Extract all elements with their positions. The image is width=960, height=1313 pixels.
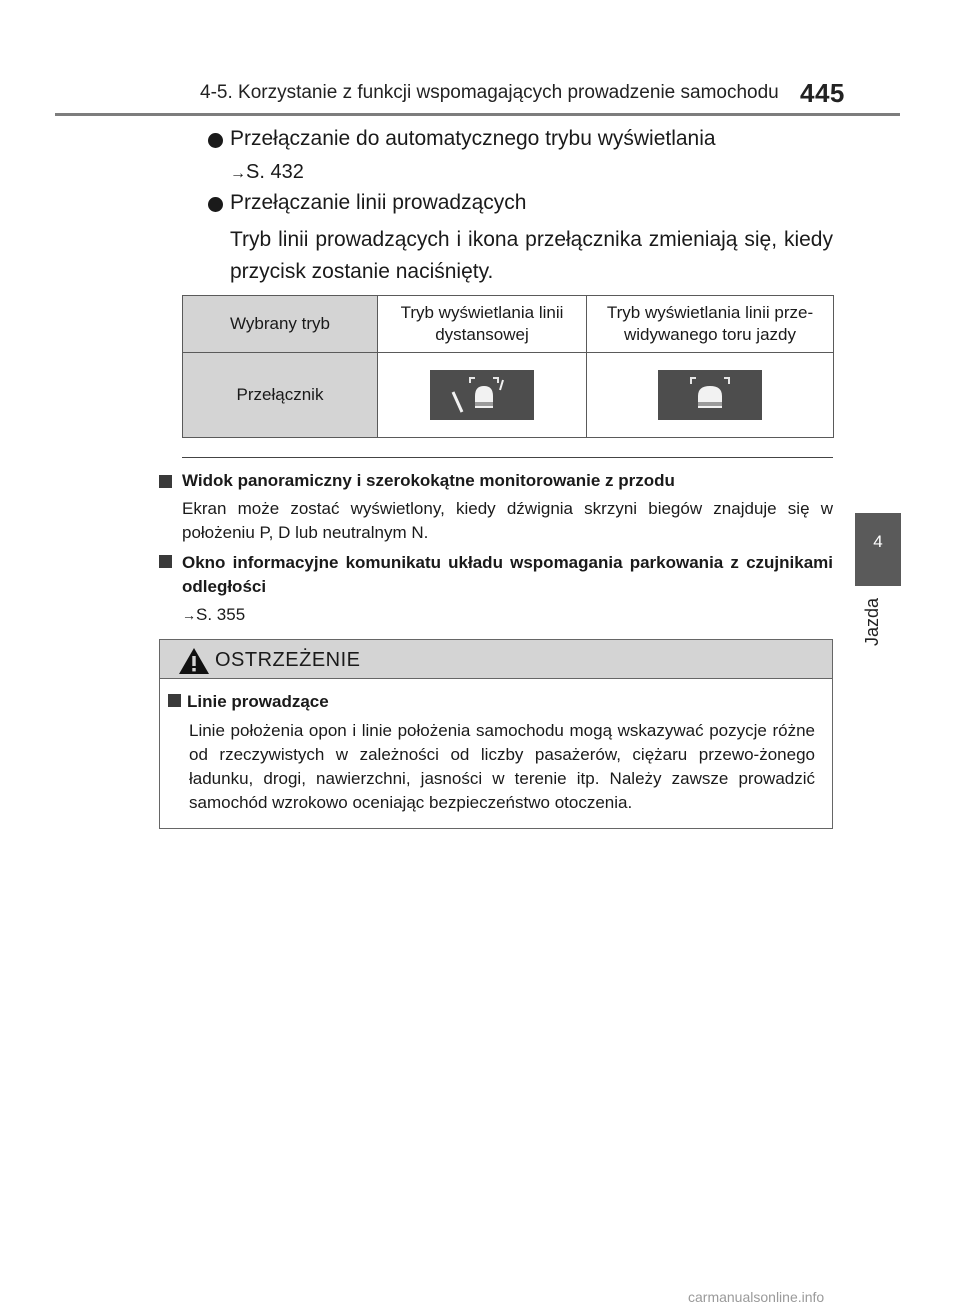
table-header-selected-mode: Wybrany tryb	[183, 296, 378, 353]
page-number: 445	[800, 78, 845, 108]
reference-page-355: S. 355	[196, 605, 246, 624]
warning-subheading-text: Linie prowadzące	[187, 692, 329, 711]
mode-table	[182, 295, 834, 438]
panoramic-text: Ekran może zostać wyświetlony, kiedy dźwignia skrzyni biegów znajduje się w położeniu P, D lub neutralnym N.	[182, 499, 833, 542]
reference-auto-mode	[230, 161, 304, 184]
arrow-right-icon: →	[230, 165, 246, 182]
chapter-label-text: Jazda	[862, 597, 882, 646]
reference-info-window	[182, 603, 245, 627]
warning-header	[160, 640, 832, 679]
info-window-heading: Okno informacyjne komunikatu układu wspomagania parkowania z czujnikami odległości	[182, 553, 833, 596]
guide-lines-paragraph: Tryb linii prowadzących i ikona przełącznika zmieniają się, kiedy przycisk zostanie naciśnięty.	[230, 228, 833, 283]
section-divider	[182, 457, 833, 458]
square-bullet-icon	[159, 555, 172, 568]
table-cell-course-switch	[587, 353, 834, 438]
bullet-auto-mode: Przełączanie do automatycznego trybu wyświetlania	[230, 127, 716, 150]
square-bullet-icon	[159, 475, 172, 488]
bullet-dot-icon	[208, 133, 223, 148]
table-cell-distance-switch	[378, 353, 587, 438]
reference-page-432: S. 432	[246, 161, 304, 183]
chapter-number: 4	[873, 532, 883, 551]
warning-triangle-icon	[178, 647, 210, 675]
arrow-right-icon: →	[182, 607, 196, 623]
bullet-dot-icon	[208, 197, 223, 212]
table-cell-course-mode: Tryb wyświetlania linii prze-widywanego toru jazdy	[587, 296, 834, 353]
table-header-switch: Przełącznik	[183, 353, 378, 438]
table-cell-distance-mode: Tryb wyświetlania linii dystansowej	[378, 296, 587, 353]
distance-guide-switch-icon	[430, 370, 534, 420]
bullet-guide-lines: Przełączanie linii prowadzących	[230, 191, 527, 214]
chapter-label	[858, 594, 898, 654]
warning-box	[159, 639, 833, 829]
warning-text: Linie położenia opon i linie położenia samochodu mogą wskazywać pozycje różne od rzeczywistych w zależności od liczby pasażerów, ciężaru przewo-żonego ładunku, drogi, nawierzchni, jasności w terenie itp. Należy zawsze prowadzić samochód wzrokowo oceniając bezpieczeństwo otoczenia.	[189, 721, 815, 812]
square-bullet-icon	[168, 694, 181, 707]
warning-subheading	[168, 692, 329, 712]
course-guide-switch-icon	[658, 370, 762, 420]
watermark: carmanualsonline.info	[688, 1289, 825, 1305]
warning-title: OSTRZEŻENIE	[215, 649, 361, 671]
panoramic-heading: Widok panoramiczny i szerokokątne monitorowanie z przodu	[182, 471, 675, 490]
section-title: 4-5. Korzystanie z funkcji wspomagających prowadzenie samochodu	[200, 82, 779, 103]
header-divider	[55, 113, 900, 116]
